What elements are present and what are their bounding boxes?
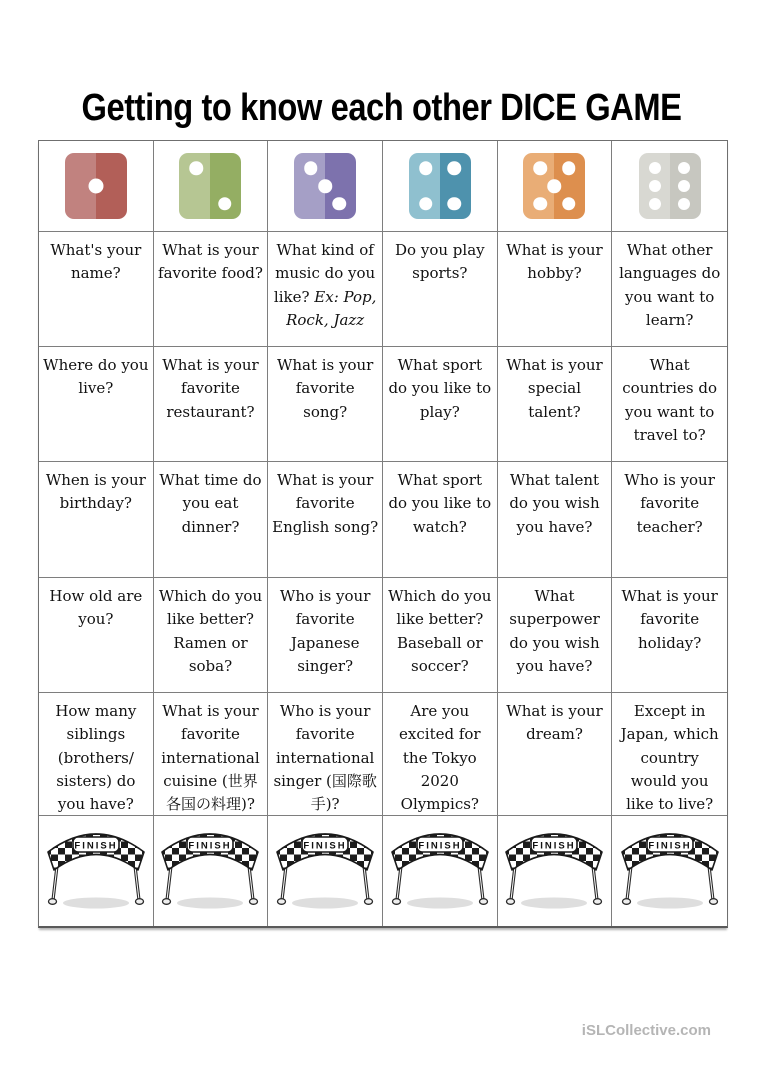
question-cell: What time do you eat dinner? <box>154 462 269 578</box>
question-cell: What is your favorite food? <box>154 232 269 347</box>
finish-banner-icon <box>388 822 492 918</box>
die-dot <box>649 198 661 210</box>
question-cell: When is your birthday? <box>39 462 154 578</box>
die-dot <box>447 161 461 175</box>
question-cell: Who is your favorite Japanese singer? <box>268 578 383 693</box>
finish-banner-icon <box>44 822 148 918</box>
question-cell: Who is your favorite international singer (国際歌手)? <box>268 693 383 816</box>
question-cell: Do you play sports? <box>383 232 498 347</box>
question-cell: What is your favorite international cuisine (世界各国の料理)? <box>154 693 269 816</box>
die-dot <box>218 197 232 211</box>
question-cell: What's your name? <box>39 232 154 347</box>
question-cell: Which do you like better? Ramen or soba? <box>154 578 269 693</box>
die-dot <box>548 179 562 193</box>
finish-banner-icon <box>273 822 377 918</box>
die-6-icon <box>639 153 701 219</box>
dice-game-table <box>38 140 728 928</box>
die-dot <box>562 197 576 211</box>
question-cell: Who is your favorite teacher? <box>612 462 727 578</box>
die-dot <box>419 197 433 211</box>
question-cell: Are you excited for the Tokyo 2020 Olympics? <box>383 693 498 816</box>
die-header-cell <box>498 141 613 232</box>
question-cell: How many siblings (brothers/ sisters) do you have? <box>39 693 154 816</box>
die-dot <box>649 162 661 174</box>
die-dot <box>678 162 690 174</box>
die-dot <box>533 197 547 211</box>
die-dot <box>562 161 576 175</box>
question-cell: What kind of music do you like? Ex: Pop, Rock, Jazz <box>268 232 383 347</box>
finish-cell <box>612 816 727 926</box>
islcollective-watermark: iSLCollective.com <box>581 1022 711 1039</box>
die-header-cell <box>612 141 727 232</box>
question-cell: What is your favorite restaurant? <box>154 347 269 462</box>
question-cell: What sport do you like to watch? <box>383 462 498 578</box>
die-dot <box>333 197 347 211</box>
question-cell: What other languages do you want to learn? <box>612 232 727 347</box>
finish-cell <box>39 816 154 926</box>
svg-text:FINISH: FINISH <box>188 840 233 852</box>
page-title: Getting to know each other DICE GAME <box>81 87 682 129</box>
question-cell: What is your hobby? <box>498 232 613 347</box>
question-cell: What is your favorite song? <box>268 347 383 462</box>
die-dot <box>419 161 433 175</box>
question-cell: Except in Japan, which country would you like to live? <box>612 693 727 816</box>
question-cell: What talent do you wish you have? <box>498 462 613 578</box>
die-header-cell <box>39 141 154 232</box>
die-4-icon <box>409 153 471 219</box>
die-1-icon <box>65 153 127 219</box>
svg-text:FINISH: FINISH <box>648 840 692 852</box>
die-dot <box>533 161 547 175</box>
die-3-icon <box>294 153 356 219</box>
question-cell: What sport do you like to play? <box>383 347 498 462</box>
die-dot <box>318 179 332 193</box>
finish-cell <box>268 816 383 926</box>
svg-text:FINISH: FINISH <box>532 840 577 852</box>
question-example-italic: Ex: Pop, Rock, Jazz <box>286 287 377 329</box>
die-dot <box>678 198 690 210</box>
die-header-cell <box>383 141 498 232</box>
die-dot <box>447 197 461 211</box>
die-5-icon <box>523 153 585 219</box>
die-dot <box>189 161 203 175</box>
die-dot <box>304 161 318 175</box>
die-dot <box>678 180 690 192</box>
question-cell: How old are you? <box>39 578 154 693</box>
svg-text:FINISH: FINISH <box>303 840 347 852</box>
die-2-icon <box>179 153 241 219</box>
question-cell: What is your favorite English song? <box>268 462 383 578</box>
die-dot <box>649 180 661 192</box>
finish-banner-icon <box>618 822 722 918</box>
question-cell: What is your special talent? <box>498 347 613 462</box>
question-cell: Which do you like better? Baseball or soccer? <box>383 578 498 693</box>
finish-cell <box>383 816 498 926</box>
svg-text:FINISH: FINISH <box>418 840 462 852</box>
question-cell: Where do you live? <box>39 347 154 462</box>
die-header-cell <box>154 141 269 232</box>
svg-text:FINISH: FINISH <box>74 840 118 852</box>
finish-cell <box>154 816 269 926</box>
die-dot <box>88 179 103 194</box>
question-cell: What is your favorite holiday? <box>612 578 727 693</box>
finish-banner-icon <box>502 822 606 918</box>
question-cell: What countries do you want to travel to? <box>612 347 727 462</box>
question-cell: What superpower do you wish you have? <box>498 578 613 693</box>
question-cell: What is your dream? <box>498 693 613 816</box>
finish-cell <box>498 816 613 926</box>
finish-banner-icon <box>158 822 262 918</box>
die-header-cell <box>268 141 383 232</box>
